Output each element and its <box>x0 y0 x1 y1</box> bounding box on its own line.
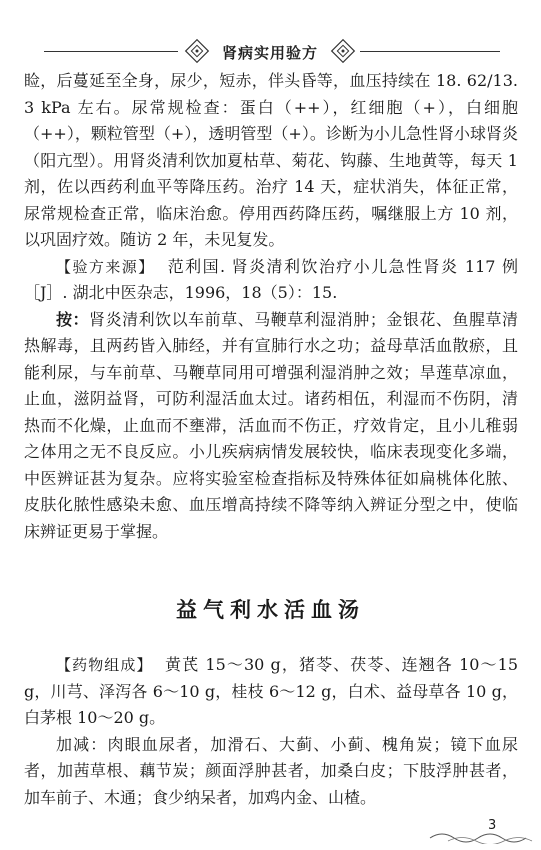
running-header-title: 肾病实用验方 <box>221 44 318 62</box>
note-paragraph <box>24 307 518 546</box>
composition-text: 黄芪 15～30 g，猪苓、茯苓、连翘各 10～15 g，川芎、泽泻各 6～10 g，桂枝 6～12 g，白术、益母草各 10 g，白茅根 10～20 g。 <box>24 655 518 727</box>
case-paragraph: 睑，后蔓延至全身，尿少，短赤，伴头昏等，血压持续在 18. 62/13. 3 kPa 左右。尿常规检查：蛋白（++），红细胞（+），白细胞（++），颗粒管型（+），透明管型（+）。诊断为小儿急性肾小球肾炎（阳亢型）。用肾炎清利饮加夏枯草、菊花、钩藤、生地黄等，每天 1 剂，佐以西药利血平等降压药。治疗 14 天，症状消失，体征正常，尿常规检查正常，临床治愈。停用西药降压药，嘱继服上方 10 剂，以巩固疗效。随访 2 年，未见复发。 <box>24 71 518 249</box>
source-paragraph <box>24 254 518 307</box>
header-rule-left <box>44 51 178 52</box>
note-text: 肾炎清利饮以车前草、马鞭草利湿消肿；金银花、鱼腥草清热解毒，且两药皆入肺经，并有宣肺行水之功；益母草活血散瘀，且能利尿，与车前草、马鞭草同用可增强利湿消肿之效；旱莲草凉血，止血，滋阴益肾，可防利湿活血太过。诸药相伍，利湿而不伤阴，清热而不化燥，止血而不壅滞，活血而不伤正，疗效肯定，且小儿稚弱之体用之无不良反应。小儿疾病病情发展较快，临床表现变化多端，中医辨证甚为复杂。应将实验室检查指标及特殊体征如扁桃体化脓、皮肤化脓性感染未愈、血压增高持续不降等纳入辨证分型之中，使临床辨证更易于掌握。 <box>24 309 518 541</box>
section-heading: 益气利水活血汤 <box>176 598 365 622</box>
wave-ornament-icon <box>428 826 538 844</box>
composition-label: 【药物组成】 <box>56 656 153 674</box>
page-number: 3 <box>488 818 497 833</box>
ornament-icon <box>184 38 210 64</box>
modification-paragraph: 加减：肉眼血尿者，加滑石、大蓟、小蓟、槐角炭；镜下血尿者，加茜草根、藕节炭；颜面浮肿甚者，加桑白皮；下肢浮肿甚者，加车前子、木通；食少纳呆者，加鸡内金、山楂。 <box>24 734 518 807</box>
page-header <box>0 34 541 70</box>
header-rule-right <box>360 51 500 52</box>
note-label: 按： <box>56 309 90 329</box>
section-body <box>24 652 518 811</box>
source-citation: 范利国. 肾炎清利饮治疗小儿急性肾炎 117 例［J］. 湖北中医杂志，1996，18（5）：15. <box>24 256 518 302</box>
source-label: 【验方来源】 <box>56 257 155 276</box>
page-body <box>24 68 518 545</box>
ornament-icon <box>330 38 356 64</box>
composition-paragraph <box>24 652 518 732</box>
